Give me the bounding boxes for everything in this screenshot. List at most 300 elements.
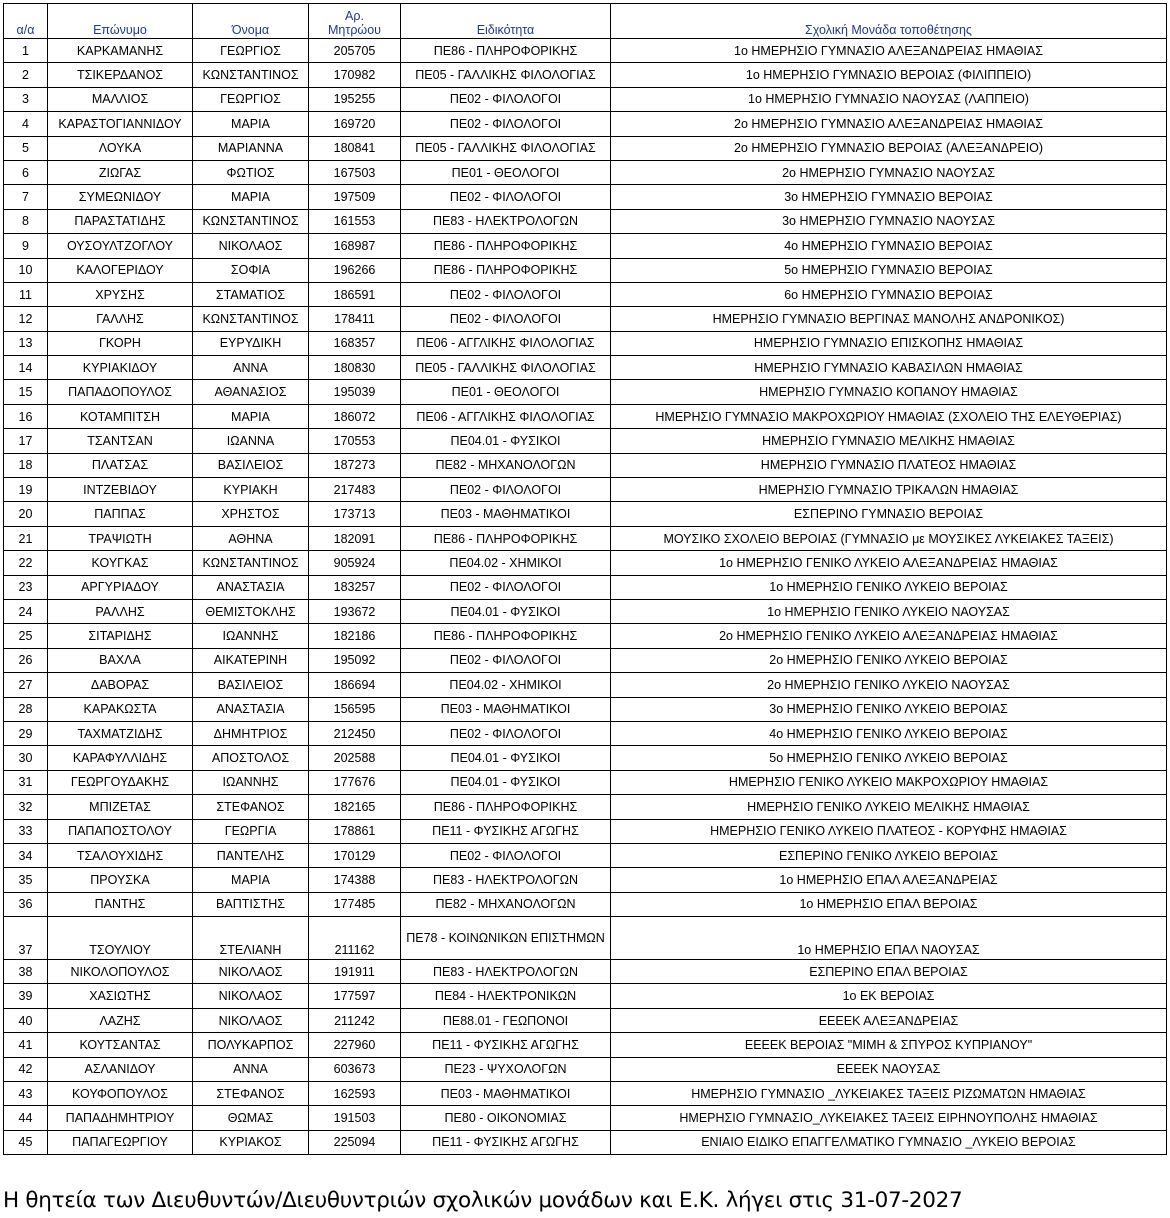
- table-row: [4, 136, 1167, 160]
- cell-surname: ΚΑΡΑΣΤΟΓΙΑΝΝΙΔΟΥ: [48, 112, 193, 136]
- cell-specialty: ΠΕ02 - ΦΙΛΟΛΟΓΟΙ: [401, 185, 611, 209]
- cell-registry: 196266: [309, 258, 401, 282]
- cell-surname: ΣΙΤΑΡΙΔΗΣ: [48, 624, 193, 648]
- cell-surname: ΛΑΖΗΣ: [48, 1008, 193, 1032]
- cell-surname: ΠΑΠΑΔΗΜΗΤΡΙΟΥ: [48, 1106, 193, 1130]
- header-surname: Επώνυμο: [48, 4, 193, 39]
- table-row: [4, 404, 1167, 428]
- table-row: [4, 160, 1167, 184]
- cell-surname: ΣΥΜΕΩΝΙΔΟΥ: [48, 185, 193, 209]
- table-row: [4, 380, 1167, 404]
- cell-registry: 183257: [309, 575, 401, 599]
- cell-registry: 211162: [309, 917, 401, 960]
- cell-aa: 23: [4, 575, 48, 599]
- cell-name: ΘΕΜΙΣΤΟΚΛΗΣ: [193, 599, 309, 623]
- cell-name: ΜΑΡΙΑ: [193, 404, 309, 428]
- cell-surname: ΧΡΥΣΗΣ: [48, 282, 193, 306]
- cell-specialty: ΠΕ04.01 - ΦΥΣΙΚΟΙ: [401, 770, 611, 794]
- cell-registry: 178861: [309, 819, 401, 843]
- cell-name: ΝΙΚΟΛΑΟΣ: [193, 234, 309, 258]
- cell-specialty: ΠΕ04.02 - ΧΗΜΙΚΟΙ: [401, 673, 611, 697]
- cell-specialty: ΠΕ23 - ΨΥΧΟΛΟΓΩΝ: [401, 1057, 611, 1081]
- cell-aa: 29: [4, 721, 48, 745]
- table-row: [4, 575, 1167, 599]
- cell-registry: 195255: [309, 87, 401, 111]
- cell-aa: 34: [4, 843, 48, 867]
- cell-registry: 186694: [309, 673, 401, 697]
- cell-name: ΧΡΗΣΤΟΣ: [193, 502, 309, 526]
- table-row: [4, 429, 1167, 453]
- table-row: [4, 478, 1167, 502]
- header-specialty: Ειδικότητα: [401, 4, 611, 39]
- cell-aa: 35: [4, 868, 48, 892]
- cell-registry: 170129: [309, 843, 401, 867]
- cell-registry: 905924: [309, 551, 401, 575]
- cell-school: 1ο ΗΜΕΡΗΣΙΟ ΓΕΝΙΚΟ ΛΥΚΕΙΟ ΝΑΟΥΣΑΣ: [611, 599, 1167, 623]
- cell-surname: ΠΑΝΤΗΣ: [48, 892, 193, 916]
- cell-aa: 21: [4, 526, 48, 550]
- cell-specialty: ΠΕ83 - ΗΛΕΚΤΡΟΛΟΓΩΝ: [401, 868, 611, 892]
- table-header: [4, 4, 1167, 39]
- cell-aa: 26: [4, 648, 48, 672]
- cell-aa: 1: [4, 39, 48, 63]
- cell-school: 1ο ΗΜΕΡΗΣΙΟ ΓΥΜΝΑΣΙΟ ΑΛΕΞΑΝΔΡΕΙΑΣ ΗΜΑΘΙΑΣ: [611, 39, 1167, 63]
- cell-school: ΕΕΕΕΚ ΝΑΟΥΣΑΣ: [611, 1057, 1167, 1081]
- cell-registry: 173713: [309, 502, 401, 526]
- placements-table: [3, 3, 1167, 1155]
- cell-specialty: ΠΕ04.01 - ΦΥΣΙΚΟΙ: [401, 429, 611, 453]
- cell-school: 3ο ΗΜΕΡΗΣΙΟ ΓΕΝΙΚΟ ΛΥΚΕΙΟ ΒΕΡΟΙΑΣ: [611, 697, 1167, 721]
- cell-aa: 43: [4, 1082, 48, 1106]
- cell-aa: 19: [4, 478, 48, 502]
- cell-aa: 24: [4, 599, 48, 623]
- cell-school: 5ο ΗΜΕΡΗΣΙΟ ΓΥΜΝΑΣΙΟ ΒΕΡΟΙΑΣ: [611, 258, 1167, 282]
- cell-name: ΜΑΡΙΑ: [193, 868, 309, 892]
- cell-school: ΗΜΕΡΗΣΙΟ ΓΥΜΝΑΣΙΟ ΕΠΙΣΚΟΠΗΣ ΗΜΑΘΙΑΣ: [611, 331, 1167, 355]
- cell-surname: ΤΑΧΜΑΤΖΙΔΗΣ: [48, 721, 193, 745]
- table-row: [4, 1033, 1167, 1057]
- cell-name: ΙΩΑΝΝΗΣ: [193, 770, 309, 794]
- cell-name: ΒΑΣΙΛΕΙΟΣ: [193, 673, 309, 697]
- cell-surname: ΠΡΟΥΣΚΑ: [48, 868, 193, 892]
- table-row: [4, 1130, 1167, 1154]
- cell-aa: 13: [4, 331, 48, 355]
- cell-name: ΦΩΤΙΟΣ: [193, 160, 309, 184]
- cell-school: 1ο ΗΜΕΡΗΣΙΟ ΓΥΜΝΑΣΙΟ ΝΑΟΥΣΑΣ (ΛΑΠΠΕΙΟ): [611, 87, 1167, 111]
- table-body: [4, 39, 1167, 1155]
- cell-school: 1ο ΗΜΕΡΗΣΙΟ ΕΠΑΛ ΒΕΡΟΙΑΣ: [611, 892, 1167, 916]
- cell-surname: ΤΣΑΝΤΣΑΝ: [48, 429, 193, 453]
- term-note: Η θητεία των Διευθυντών/Διευθυντριών σχολικών μονάδων και Ε.Κ. λήγει στις 31-07-2027: [3, 1188, 963, 1213]
- cell-specialty: ΠΕ83 - ΗΛΕΚΤΡΟΛΟΓΩΝ: [401, 960, 611, 984]
- cell-registry: 168987: [309, 234, 401, 258]
- header-name: Όνομα: [193, 4, 309, 39]
- cell-school: 1ο ΗΜΕΡΗΣΙΟ ΕΠΑΛ ΑΛΕΞΑΝΔΡΕΙΑΣ: [611, 868, 1167, 892]
- cell-specialty: ΠΕ05 - ΓΑΛΛΙΚΗΣ ΦΙΛΟΛΟΓΙΑΣ: [401, 136, 611, 160]
- cell-registry: 177676: [309, 770, 401, 794]
- cell-school: ΗΜΕΡΗΣΙΟ ΓΥΜΝΑΣΙΟ _ΛΥΚΕΙΑΚΕΣ ΤΑΞΕΙΣ ΡΙΖΩΜΑΤΩΝ ΗΜΑΘΙΑΣ: [611, 1082, 1167, 1106]
- cell-surname: ΠΑΠΑΓΕΩΡΓΙΟΥ: [48, 1130, 193, 1154]
- cell-specialty: ΠΕ02 - ΦΙΛΟΛΟΓΟΙ: [401, 478, 611, 502]
- table-row: [4, 892, 1167, 916]
- cell-name: ΜΑΡΙΑ: [193, 185, 309, 209]
- cell-registry: 212450: [309, 721, 401, 745]
- table-row: [4, 526, 1167, 550]
- cell-aa: 7: [4, 185, 48, 209]
- cell-surname: ΟΥΣΟΥΛΤΖΟΓΛΟΥ: [48, 234, 193, 258]
- cell-name: ΕΥΡΥΔΙΚΗ: [193, 331, 309, 355]
- cell-surname: ΠΛΑΤΣΑΣ: [48, 453, 193, 477]
- cell-aa: 28: [4, 697, 48, 721]
- table-row: [4, 960, 1167, 984]
- cell-registry: 168357: [309, 331, 401, 355]
- cell-specialty: ΠΕ03 - ΜΑΘΗΜΑΤΙΚΟΙ: [401, 502, 611, 526]
- table-row: [4, 721, 1167, 745]
- cell-name: ΓΕΩΡΓΙΑ: [193, 819, 309, 843]
- cell-school: ΗΜΕΡΗΣΙΟ ΓΥΜΝΑΣΙΟ ΚΑΒΑΣΙΛΩΝ ΗΜΑΘΙΑΣ: [611, 356, 1167, 380]
- cell-school: ΗΜΕΡΗΣΙΟ ΓΥΜΝΑΣΙΟ ΠΛΑΤΕΟΣ ΗΜΑΘΙΑΣ: [611, 453, 1167, 477]
- cell-registry: 202588: [309, 746, 401, 770]
- cell-registry: 211242: [309, 1008, 401, 1032]
- cell-school: ΗΜΕΡΗΣΙΟ ΓΕΝΙΚΟ ΛΥΚΕΙΟ ΜΕΛΙΚΗΣ ΗΜΑΘΙΑΣ: [611, 795, 1167, 819]
- cell-specialty: ΠΕ04.02 - ΧΗΜΙΚΟΙ: [401, 551, 611, 575]
- cell-aa: 30: [4, 746, 48, 770]
- table-row: [4, 868, 1167, 892]
- cell-specialty: ΠΕ86 - ΠΛΗΡΟΦΟΡΙΚΗΣ: [401, 624, 611, 648]
- cell-school: ΗΜΕΡΗΣΙΟ ΓΥΜΝΑΣΙΟ_ΛΥΚΕΙΑΚΕΣ ΤΑΞΕΙΣ ΕΙΡΗΝΟΥΠΟΛΗΣ ΗΜΑΘΙΑΣ: [611, 1106, 1167, 1130]
- cell-name: ΙΩΑΝΝΑ: [193, 429, 309, 453]
- table-row: [4, 282, 1167, 306]
- cell-surname: ΤΣΟΥΛΙΟΥ: [48, 917, 193, 960]
- cell-surname: ΠΑΠΑΔΟΠΟΥΛΟΣ: [48, 380, 193, 404]
- cell-registry: 177597: [309, 984, 401, 1008]
- cell-name: ΑΘΑΝΑΣΙΟΣ: [193, 380, 309, 404]
- cell-aa: 2: [4, 63, 48, 87]
- cell-specialty: ΠΕ02 - ΦΙΛΟΛΟΓΟΙ: [401, 575, 611, 599]
- cell-name: ΑΝΑΣΤΑΣΙΑ: [193, 697, 309, 721]
- cell-surname: ΚΑΛΟΓΕΡΙΔΟΥ: [48, 258, 193, 282]
- cell-name: ΣΟΦΙΑ: [193, 258, 309, 282]
- cell-aa: 16: [4, 404, 48, 428]
- table-row: [4, 87, 1167, 111]
- cell-surname: ΑΣΛΑΝΙΔΟΥ: [48, 1057, 193, 1081]
- cell-registry: 186591: [309, 282, 401, 306]
- table-row: [4, 648, 1167, 672]
- cell-specialty: ΠΕ02 - ΦΙΛΟΛΟΓΟΙ: [401, 307, 611, 331]
- table-row: [4, 502, 1167, 526]
- cell-school: 2ο ΗΜΕΡΗΣΙΟ ΓΥΜΝΑΣΙΟ ΝΑΟΥΣΑΣ: [611, 160, 1167, 184]
- cell-school: ΕΣΠΕΡΙΝΟ ΕΠΑΛ ΒΕΡΟΙΑΣ: [611, 960, 1167, 984]
- cell-school: 1ο ΕΚ ΒΕΡΟΙΑΣ: [611, 984, 1167, 1008]
- cell-surname: ΚΟΥΓΚΑΣ: [48, 551, 193, 575]
- cell-school: ΕΝΙΑΙΟ ΕΙΔΙΚΟ ΕΠΑΓΓΕΛΜΑΤΙΚΟ ΓΥΜΝΑΣΙΟ _ΛΥΚΕΙΟ ΒΕΡΟΙΑΣ: [611, 1130, 1167, 1154]
- cell-surname: ΡΑΛΛΗΣ: [48, 599, 193, 623]
- table-row: [4, 917, 1167, 960]
- cell-surname: ΤΣΑΛΟΥΧΙΔΗΣ: [48, 843, 193, 867]
- cell-surname: ΙΝΤΖΕΒΙΔΟΥ: [48, 478, 193, 502]
- table-row: [4, 453, 1167, 477]
- cell-school: 1ο ΗΜΕΡΗΣΙΟ ΓΕΝΙΚΟ ΛΥΚΕΙΟ ΑΛΕΞΑΝΔΡΕΙΑΣ ΗΜΑΘΙΑΣ: [611, 551, 1167, 575]
- cell-surname: ΚΟΤΑΜΠΙΤΣΗ: [48, 404, 193, 428]
- cell-aa: 33: [4, 819, 48, 843]
- table-row: [4, 112, 1167, 136]
- cell-specialty: ΠΕ02 - ΦΙΛΟΛΟΓΟΙ: [401, 721, 611, 745]
- table-row: [4, 356, 1167, 380]
- cell-name: ΓΕΩΡΓΙΟΣ: [193, 39, 309, 63]
- cell-aa: 25: [4, 624, 48, 648]
- cell-registry: 182091: [309, 526, 401, 550]
- cell-specialty: ΠΕ03 - ΜΑΘΗΜΑΤΙΚΟΙ: [401, 1082, 611, 1106]
- cell-specialty: ΠΕ05 - ΓΑΛΛΙΚΗΣ ΦΙΛΟΛΟΓΙΑΣ: [401, 356, 611, 380]
- cell-registry: 225094: [309, 1130, 401, 1154]
- cell-school: ΗΜΕΡΗΣΙΟ ΓΕΝΙΚΟ ΛΥΚΕΙΟ ΜΑΚΡΟΧΩΡΙΟΥ ΗΜΑΘΙΑΣ: [611, 770, 1167, 794]
- cell-registry: 170982: [309, 63, 401, 87]
- cell-specialty: ΠΕ02 - ΦΙΛΟΛΟΓΟΙ: [401, 282, 611, 306]
- table-row: [4, 795, 1167, 819]
- cell-surname: ΤΣΙΚΕΡΔΑΝΟΣ: [48, 63, 193, 87]
- cell-surname: ΜΑΛΛΙΟΣ: [48, 87, 193, 111]
- cell-surname: ΚΑΡΚΑΜΑΝΗΣ: [48, 39, 193, 63]
- cell-school: 5ο ΗΜΕΡΗΣΙΟ ΓΕΝΙΚΟ ΛΥΚΕΙΟ ΒΕΡΟΙΑΣ: [611, 746, 1167, 770]
- cell-aa: 37: [4, 917, 48, 960]
- cell-school: 4ο ΗΜΕΡΗΣΙΟ ΓΥΜΝΑΣΙΟ ΒΕΡΟΙΑΣ: [611, 234, 1167, 258]
- cell-specialty: ΠΕ04.01 - ΦΥΣΙΚΟΙ: [401, 599, 611, 623]
- cell-aa: 8: [4, 209, 48, 233]
- cell-name: ΣΤΕΦΑΝΟΣ: [193, 1082, 309, 1106]
- cell-registry: 205705: [309, 39, 401, 63]
- cell-specialty: ΠΕ86 - ΠΛΗΡΟΦΟΡΙΚΗΣ: [401, 526, 611, 550]
- cell-name: ΒΑΠΤΙΣΤΗΣ: [193, 892, 309, 916]
- cell-name: ΓΕΩΡΓΙΟΣ: [193, 87, 309, 111]
- cell-surname: ΝΙΚΟΛΟΠΟΥΛΟΣ: [48, 960, 193, 984]
- cell-school: ΗΜΕΡΗΣΙΟ ΓΥΜΝΑΣΙΟ ΒΕΡΓΙΝΑΣ ΜΑΝΟΛΗΣ ΑΝΔΡΟΝΙΚΟΣ): [611, 307, 1167, 331]
- cell-surname: ΚΥΡΙΑΚΙΔΟΥ: [48, 356, 193, 380]
- cell-school: ΗΜΕΡΗΣΙΟ ΓΥΜΝΑΣΙΟ ΚΟΠΑΝΟΥ ΗΜΑΘΙΑΣ: [611, 380, 1167, 404]
- cell-aa: 18: [4, 453, 48, 477]
- cell-aa: 32: [4, 795, 48, 819]
- cell-specialty: ΠΕ11 - ΦΥΣΙΚΗΣ ΑΓΩΓΗΣ: [401, 819, 611, 843]
- header-school: Σχολική Μονάδα τοποθέτησης: [611, 4, 1167, 39]
- cell-surname: ΔΑΒΟΡΑΣ: [48, 673, 193, 697]
- cell-aa: 11: [4, 282, 48, 306]
- cell-school: 1ο ΗΜΕΡΗΣΙΟ ΓΥΜΝΑΣΙΟ ΒΕΡΟΙΑΣ (ΦΙΛΙΠΠΕΙΟ): [611, 63, 1167, 87]
- cell-name: ΑΘΗΝΑ: [193, 526, 309, 550]
- cell-surname: ΠΑΠΠΑΣ: [48, 502, 193, 526]
- cell-surname: ΛΟΥΚΑ: [48, 136, 193, 160]
- cell-specialty: ΠΕ02 - ΦΙΛΟΛΟΓΟΙ: [401, 648, 611, 672]
- cell-registry: 167503: [309, 160, 401, 184]
- header-registry: [309, 4, 401, 39]
- cell-school: ΕΣΠΕΡΙΝΟ ΓΕΝΙΚΟ ΛΥΚΕΙΟ ΒΕΡΟΙΑΣ: [611, 843, 1167, 867]
- cell-name: ΣΤΑΜΑΤΙΟΣ: [193, 282, 309, 306]
- cell-registry: 603673: [309, 1057, 401, 1081]
- cell-aa: 41: [4, 1033, 48, 1057]
- cell-aa: 45: [4, 1130, 48, 1154]
- cell-school: 2ο ΗΜΕΡΗΣΙΟ ΓΥΜΝΑΣΙΟ ΑΛΕΞΑΝΔΡΕΙΑΣ ΗΜΑΘΙΑΣ: [611, 112, 1167, 136]
- cell-specialty: ΠΕ06 - ΑΓΓΛΙΚΗΣ ΦΙΛΟΛΟΓΙΑΣ: [401, 331, 611, 355]
- cell-name: ΣΤΕΦΑΝΟΣ: [193, 795, 309, 819]
- table-row: [4, 63, 1167, 87]
- cell-aa: 17: [4, 429, 48, 453]
- cell-specialty: ΠΕ03 - ΜΑΘΗΜΑΤΙΚΟΙ: [401, 697, 611, 721]
- document-sheet: [3, 3, 1166, 1155]
- cell-name: ΚΩΝΣΤΑΝΤΙΝΟΣ: [193, 209, 309, 233]
- cell-registry: 169720: [309, 112, 401, 136]
- cell-school: ΕΣΠΕΡΙΝΟ ΓΥΜΝΑΣΙΟ ΒΕΡΟΙΑΣ: [611, 502, 1167, 526]
- table-row: [4, 599, 1167, 623]
- cell-registry: 180830: [309, 356, 401, 380]
- cell-registry: 191503: [309, 1106, 401, 1130]
- cell-surname: ΜΠΙΖΕΤΑΣ: [48, 795, 193, 819]
- cell-aa: 38: [4, 960, 48, 984]
- cell-specialty: ΠΕ02 - ΦΙΛΟΛΟΓΟΙ: [401, 87, 611, 111]
- cell-name: ΠΑΝΤΕΛΗΣ: [193, 843, 309, 867]
- table-row: [4, 1008, 1167, 1032]
- cell-aa: 3: [4, 87, 48, 111]
- cell-surname: ΚΑΡΑΚΩΣΤΑ: [48, 697, 193, 721]
- cell-specialty: ΠΕ06 - ΑΓΓΛΙΚΗΣ ΦΙΛΟΛΟΓΙΑΣ: [401, 404, 611, 428]
- cell-specialty: ΠΕ86 - ΠΛΗΡΟΦΟΡΙΚΗΣ: [401, 39, 611, 63]
- cell-specialty: ΠΕ84 - ΗΛΕΚΤΡΟΝΙΚΩΝ: [401, 984, 611, 1008]
- cell-registry: 178411: [309, 307, 401, 331]
- table-row: [4, 819, 1167, 843]
- cell-registry: 197509: [309, 185, 401, 209]
- cell-surname: ΒΑΧΛΑ: [48, 648, 193, 672]
- cell-specialty: ΠΕ05 - ΓΑΛΛΙΚΗΣ ΦΙΛΟΛΟΓΙΑΣ: [401, 63, 611, 87]
- table-row: [4, 331, 1167, 355]
- cell-aa: 4: [4, 112, 48, 136]
- cell-registry: 191911: [309, 960, 401, 984]
- cell-specialty: ΠΕ83 - ΗΛΕΚΤΡΟΛΟΓΩΝ: [401, 209, 611, 233]
- cell-surname: ΚΟΥΦΟΠΟΥΛΟΣ: [48, 1082, 193, 1106]
- cell-name: ΑΙΚΑΤΕΡΙΝΗ: [193, 648, 309, 672]
- cell-aa: 5: [4, 136, 48, 160]
- header-registry-line2: Μητρώου: [328, 23, 381, 37]
- cell-school: 2ο ΗΜΕΡΗΣΙΟ ΓΥΜΝΑΣΙΟ ΒΕΡΟΙΑΣ (ΑΛΕΞΑΝΔΡΕΙΟ): [611, 136, 1167, 160]
- cell-registry: 193672: [309, 599, 401, 623]
- table-row: [4, 234, 1167, 258]
- cell-surname: ΚΑΡΑΦΥΛΛΙΔΗΣ: [48, 746, 193, 770]
- cell-school: ΗΜΕΡΗΣΙΟ ΓΥΜΝΑΣΙΟ ΜΕΛΙΚΗΣ ΗΜΑΘΙΑΣ: [611, 429, 1167, 453]
- table-row: [4, 697, 1167, 721]
- cell-school: 2ο ΗΜΕΡΗΣΙΟ ΓΕΝΙΚΟ ΛΥΚΕΙΟ ΑΛΕΞΑΝΔΡΕΙΑΣ ΗΜΑΘΙΑΣ: [611, 624, 1167, 648]
- cell-specialty: ΠΕ78 - ΚΟΙΝΩΝΙΚΩΝ ΕΠΙΣΤΗΜΩΝ: [401, 917, 611, 960]
- cell-specialty: ΠΕ86 - ΠΛΗΡΟΦΟΡΙΚΗΣ: [401, 258, 611, 282]
- header-registry-line1: Αρ.: [345, 9, 364, 23]
- cell-school: 2ο ΗΜΕΡΗΣΙΟ ΓΕΝΙΚΟ ΛΥΚΕΙΟ ΒΕΡΟΙΑΣ: [611, 648, 1167, 672]
- table-row: [4, 209, 1167, 233]
- table-row: [4, 258, 1167, 282]
- cell-aa: 10: [4, 258, 48, 282]
- cell-registry: 161553: [309, 209, 401, 233]
- cell-aa: 27: [4, 673, 48, 697]
- cell-aa: 44: [4, 1106, 48, 1130]
- cell-aa: 14: [4, 356, 48, 380]
- cell-surname: ΠΑΡΑΣΤΑΤΙΔΗΣ: [48, 209, 193, 233]
- cell-specialty: ΠΕ86 - ΠΛΗΡΟΦΟΡΙΚΗΣ: [401, 234, 611, 258]
- cell-surname: ΓΑΛΛΗΣ: [48, 307, 193, 331]
- cell-name: ΚΩΝΣΤΑΝΤΙΝΟΣ: [193, 63, 309, 87]
- cell-aa: 20: [4, 502, 48, 526]
- cell-school: ΕΕΕΕΚ ΒΕΡΟΙΑΣ "ΜΙΜΗ & ΣΠΥΡΟΣ ΚΥΠΡΙΑΝΟΥ": [611, 1033, 1167, 1057]
- cell-name: ΚΩΝΣΤΑΝΤΙΝΟΣ: [193, 307, 309, 331]
- cell-surname: ΓΚΟΡΗ: [48, 331, 193, 355]
- cell-school: ΗΜΕΡΗΣΙΟ ΓΥΜΝΑΣΙΟ ΤΡΙΚΑΛΩΝ ΗΜΑΘΙΑΣ: [611, 478, 1167, 502]
- cell-specialty: ΠΕ02 - ΦΙΛΟΛΟΓΟΙ: [401, 112, 611, 136]
- cell-name: ΙΩΑΝΝΗΣ: [193, 624, 309, 648]
- cell-specialty: ΠΕ82 - ΜΗΧΑΝΟΛΟΓΩΝ: [401, 453, 611, 477]
- table-row: [4, 770, 1167, 794]
- table-row: [4, 624, 1167, 648]
- table-row: [4, 307, 1167, 331]
- cell-name: ΠΟΛΥΚΑΡΠΟΣ: [193, 1033, 309, 1057]
- cell-school: ΕΕΕΕΚ ΑΛΕΞΑΝΔΡΕΙΑΣ: [611, 1008, 1167, 1032]
- header-aa: α/α: [4, 4, 48, 39]
- cell-aa: 15: [4, 380, 48, 404]
- cell-registry: 180841: [309, 136, 401, 160]
- cell-name: ΚΥΡΙΑΚΗ: [193, 478, 309, 502]
- cell-specialty: ΠΕ11 - ΦΥΣΙΚΗΣ ΑΓΩΓΗΣ: [401, 1033, 611, 1057]
- cell-registry: 227960: [309, 1033, 401, 1057]
- cell-specialty: ΠΕ80 - ΟΙΚΟΝΟΜΙΑΣ: [401, 1106, 611, 1130]
- table-row: [4, 673, 1167, 697]
- cell-aa: 36: [4, 892, 48, 916]
- cell-specialty: ΠΕ11 - ΦΥΣΙΚΗΣ ΑΓΩΓΗΣ: [401, 1130, 611, 1154]
- cell-specialty: ΠΕ88.01 - ΓΕΩΠΟΝΟΙ: [401, 1008, 611, 1032]
- cell-school: ΜΟΥΣΙΚΟ ΣΧΟΛΕΙΟ ΒΕΡΟΙΑΣ (ΓΥΜΝΑΣΙΟ με ΜΟΥΣΙΚΕΣ ΛΥΚΕΙΑΚΕΣ ΤΑΞΕΙΣ): [611, 526, 1167, 550]
- cell-name: ΑΝΑΣΤΑΣΙΑ: [193, 575, 309, 599]
- cell-surname: ΠΑΠΑΠΟΣΤΟΛΟΥ: [48, 819, 193, 843]
- cell-aa: 6: [4, 160, 48, 184]
- cell-registry: 170553: [309, 429, 401, 453]
- cell-name: ΘΩΜΑΣ: [193, 1106, 309, 1130]
- cell-name: ΒΑΣΙΛΕΙΟΣ: [193, 453, 309, 477]
- table-row: [4, 39, 1167, 63]
- cell-specialty: ΠΕ82 - ΜΗΧΑΝΟΛΟΓΩΝ: [401, 892, 611, 916]
- cell-registry: 195039: [309, 380, 401, 404]
- table-row: [4, 1082, 1167, 1106]
- cell-surname: ΖΙΩΓΑΣ: [48, 160, 193, 184]
- cell-surname: ΑΡΓΥΡΙΑΔΟΥ: [48, 575, 193, 599]
- table-row: [4, 1057, 1167, 1081]
- cell-aa: 9: [4, 234, 48, 258]
- cell-surname: ΓΕΩΡΓΟΥΔΑΚΗΣ: [48, 770, 193, 794]
- cell-school: 1ο ΗΜΕΡΗΣΙΟ ΓΕΝΙΚΟ ΛΥΚΕΙΟ ΒΕΡΟΙΑΣ: [611, 575, 1167, 599]
- cell-name: ΑΝΝΑ: [193, 1057, 309, 1081]
- cell-name: ΝΙΚΟΛΑΟΣ: [193, 960, 309, 984]
- cell-registry: 182186: [309, 624, 401, 648]
- cell-specialty: ΠΕ02 - ΦΙΛΟΛΟΓΟΙ: [401, 843, 611, 867]
- cell-school: ΗΜΕΡΗΣΙΟ ΓΕΝΙΚΟ ΛΥΚΕΙΟ ΠΛΑΤΕΟΣ - ΚΟΡΥΦΗΣ ΗΜΑΘΙΑΣ: [611, 819, 1167, 843]
- cell-registry: 186072: [309, 404, 401, 428]
- cell-registry: 156595: [309, 697, 401, 721]
- cell-name: ΣΤΕΛΙΑΝΗ: [193, 917, 309, 960]
- cell-specialty: ΠΕ01 - ΘΕΟΛΟΓΟΙ: [401, 380, 611, 404]
- cell-school: 3ο ΗΜΕΡΗΣΙΟ ΓΥΜΝΑΣΙΟ ΝΑΟΥΣΑΣ: [611, 209, 1167, 233]
- cell-aa: 31: [4, 770, 48, 794]
- cell-school: 1ο ΗΜΕΡΗΣΙΟ ΕΠΑΛ ΝΑΟΥΣΑΣ: [611, 917, 1167, 960]
- cell-name: ΝΙΚΟΛΑΟΣ: [193, 1008, 309, 1032]
- cell-aa: 12: [4, 307, 48, 331]
- cell-registry: 195092: [309, 648, 401, 672]
- cell-school: 4ο ΗΜΕΡΗΣΙΟ ΓΕΝΙΚΟ ΛΥΚΕΙΟ ΒΕΡΟΙΑΣ: [611, 721, 1167, 745]
- cell-aa: 39: [4, 984, 48, 1008]
- cell-registry: 162593: [309, 1082, 401, 1106]
- cell-aa: 42: [4, 1057, 48, 1081]
- cell-name: ΔΗΜΗΤΡΙΟΣ: [193, 721, 309, 745]
- cell-surname: ΚΟΥΤΣΑΝΤΑΣ: [48, 1033, 193, 1057]
- cell-name: ΜΑΡΙΑ: [193, 112, 309, 136]
